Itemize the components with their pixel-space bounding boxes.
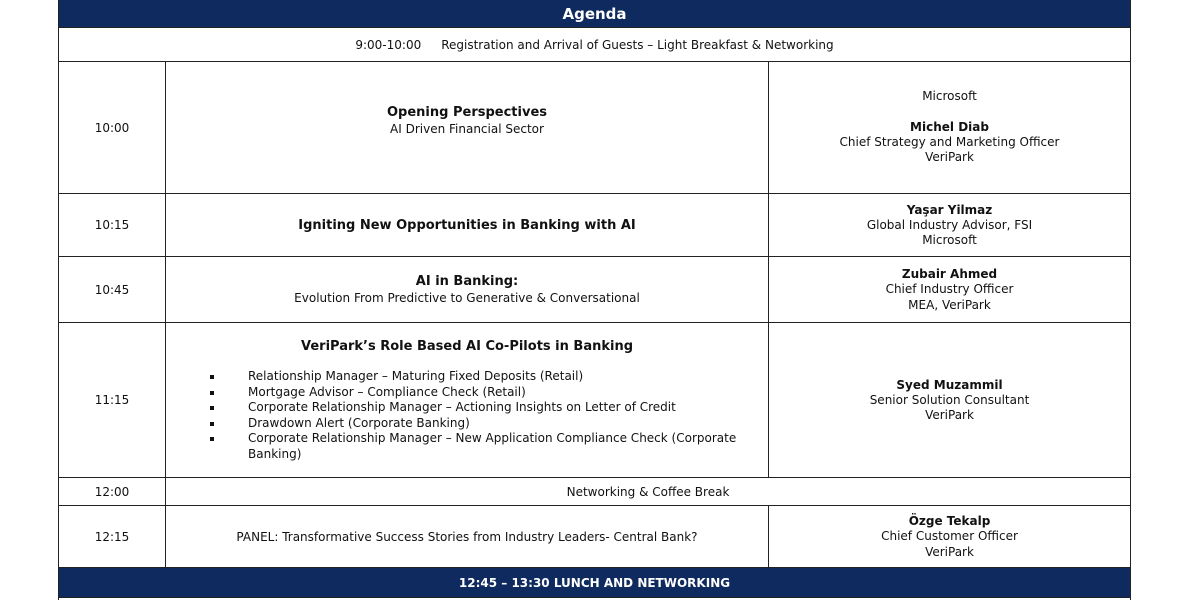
speaker-org: VeriPark bbox=[925, 544, 974, 559]
speaker-name: Zubair Ahmed bbox=[901, 267, 998, 281]
session-row-1000 bbox=[59, 62, 1130, 194]
speaker-name: Syed Muzammil bbox=[896, 377, 1003, 392]
session-time: 12:00 bbox=[94, 484, 130, 499]
registration-text: Registration and Arrival of Guests – Light Breakfast & Networking bbox=[441, 37, 834, 52]
lunch-bar bbox=[59, 568, 1130, 598]
list-item: Drawdown Alert (Corporate Banking) bbox=[166, 416, 768, 432]
session-title: Opening Perspectives bbox=[387, 105, 547, 120]
bullet-icon bbox=[210, 406, 214, 410]
bullet-icon bbox=[210, 391, 214, 395]
session-time: 11:15 bbox=[94, 393, 130, 407]
list-item: Relationship Manager – Maturing Fixed Deposits (Retail) bbox=[166, 369, 768, 385]
speaker-org: VeriPark bbox=[925, 150, 974, 165]
session-row-1115 bbox=[59, 323, 1130, 478]
session-subtitle: AI Driven Financial Sector bbox=[390, 122, 544, 136]
list-item: Corporate Relationship Manager – Actioning Insights on Letter of Credit bbox=[166, 400, 768, 416]
speaker-role: Chief Industry Officer bbox=[885, 282, 1014, 296]
agenda-table bbox=[58, 0, 1131, 600]
session-title: VeriPark’s Role Based AI Co-Pilots in Banking bbox=[300, 339, 634, 354]
session-time: 10:45 bbox=[94, 282, 130, 297]
agenda-header bbox=[59, 0, 1130, 28]
session-row-1200 bbox=[59, 478, 1130, 506]
speaker-name: Michel Diab bbox=[910, 119, 989, 134]
session-row-1045 bbox=[59, 257, 1130, 323]
session-bullet-list bbox=[166, 369, 768, 462]
speaker-org: Microsoft bbox=[922, 233, 977, 247]
agenda-title: Agenda bbox=[562, 4, 627, 23]
session-row-1215 bbox=[59, 506, 1130, 568]
session-text: PANEL: Transformative Success Stories from Industry Leaders- Central Bank? bbox=[236, 529, 698, 544]
bullet-icon bbox=[210, 422, 214, 426]
speaker-role: Global Industry Advisor, FSI bbox=[866, 217, 1033, 232]
session-title: Igniting New Opportunities in Banking with AI bbox=[298, 217, 636, 233]
session-time: 10:15 bbox=[94, 218, 130, 232]
speaker-role: Chief Strategy and Marketing Officer bbox=[839, 134, 1060, 149]
list-item: Mortgage Advisor – Compliance Check (Retail) bbox=[166, 385, 768, 401]
registration-row bbox=[59, 28, 1130, 62]
registration-time: 9:00-10:00 bbox=[355, 37, 422, 52]
session-title: AI in Banking: bbox=[415, 274, 519, 289]
bullet-icon bbox=[210, 437, 214, 441]
session-row-1015 bbox=[59, 194, 1130, 257]
bullet-icon bbox=[210, 375, 214, 379]
speaker-role: Senior Solution Consultant bbox=[869, 392, 1030, 407]
lunch-text: 12:45 – 13:30 LUNCH AND NETWORKING bbox=[458, 575, 731, 590]
session-time: 10:00 bbox=[94, 120, 130, 135]
session-subtitle: Evolution From Predictive to Generative & Conversational bbox=[294, 291, 640, 305]
speaker-role: Chief Customer Officer bbox=[881, 529, 1018, 543]
session-time: 12:15 bbox=[94, 529, 130, 544]
speaker-name: Yaşar Yilmaz bbox=[906, 202, 993, 217]
speaker-name: Özge Tekalp bbox=[908, 514, 991, 528]
speaker-org-top: Microsoft bbox=[922, 89, 977, 104]
list-item: Corporate Relationship Manager – New Application Compliance Check (Corporate Banking) bbox=[166, 431, 768, 462]
speaker-org: VeriPark bbox=[925, 408, 974, 422]
session-text: Networking & Coffee Break bbox=[566, 484, 730, 499]
speaker-org: MEA, VeriPark bbox=[908, 297, 991, 312]
